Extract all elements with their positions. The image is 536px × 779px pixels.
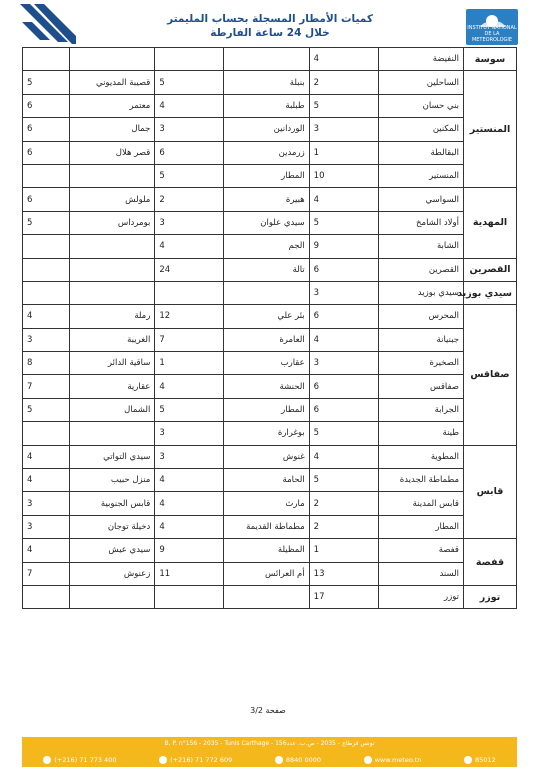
governorate-cell: قفصة <box>464 539 517 586</box>
station-name-cell <box>224 585 309 608</box>
rainfall-value-cell: 6 <box>309 305 378 328</box>
rainfall-value-cell: 5 <box>309 94 378 117</box>
station-name-cell: بوغرارة <box>224 422 309 445</box>
station-name-cell: سيدي بوزيد <box>378 281 463 304</box>
rainfall-value-cell: 7 <box>23 562 70 585</box>
rainfall-value-cell <box>23 258 70 281</box>
station-name-cell: أم العرائس <box>224 562 309 585</box>
station-name-cell: السواسي <box>378 188 463 211</box>
station-name-cell: سيدي التواتي <box>70 445 155 468</box>
station-name-cell: الساحلين <box>378 71 463 94</box>
rainfall-value-cell: 3 <box>309 118 378 141</box>
station-name-cell: قصيبة المديوني <box>70 71 155 94</box>
rainfall-value-cell: 4 <box>155 469 224 492</box>
station-name-cell: الوردانين <box>224 118 309 141</box>
station-name-cell: الجرابة <box>378 398 463 421</box>
table-row <box>23 188 517 211</box>
station-name-cell: مطماطة الجديدة <box>378 469 463 492</box>
rainfall-value-cell: 3 <box>23 328 70 351</box>
table-row <box>23 422 517 445</box>
rainfall-value-cell: 6 <box>23 141 70 164</box>
table-row <box>23 94 517 117</box>
footer-contact-website[interactable] <box>364 756 422 764</box>
station-name-cell: زعنوش <box>70 562 155 585</box>
rainfall-value-cell: 1 <box>155 352 224 375</box>
station-name-cell: ساقية الدائر <box>70 352 155 375</box>
rainfall-value-cell: 4 <box>309 445 378 468</box>
table-row <box>23 141 517 164</box>
website-text[interactable]: www.meteo.tn <box>374 756 422 764</box>
station-name-cell <box>224 281 309 304</box>
rainfall-value-cell: 1 <box>309 141 378 164</box>
table-row <box>23 211 517 234</box>
station-name-cell <box>70 164 155 187</box>
phone1-text: (+216) 71 773 400 <box>54 756 117 764</box>
rainfall-value-cell: 7 <box>155 328 224 351</box>
rainfall-value-cell: 4 <box>155 492 224 515</box>
station-name-cell: بومرداس <box>70 211 155 234</box>
station-name-cell: المطار <box>224 164 309 187</box>
rainfall-value-cell: 4 <box>309 328 378 351</box>
rainfall-value-cell: 1 <box>309 539 378 562</box>
logo-caption: INSTITUT NATIONAL DE LA METEOROLOGIE <box>467 25 517 43</box>
station-name-cell: العامرة <box>224 328 309 351</box>
station-name-cell: مطماطة القديمة <box>224 515 309 538</box>
table-row <box>23 445 517 468</box>
station-name-cell <box>70 422 155 445</box>
rainfall-value-cell <box>23 48 70 71</box>
rainfall-value-cell: 2 <box>309 71 378 94</box>
rainfall-value-cell <box>23 422 70 445</box>
rainfall-value-cell: 2 <box>309 492 378 515</box>
footer-contact-phone1 <box>43 756 116 764</box>
station-name-cell: بنبلة <box>224 71 309 94</box>
table-row <box>23 585 517 608</box>
rainfall-value-cell <box>23 235 70 258</box>
governorate-cell: قابس <box>464 445 517 539</box>
station-name-cell: الحامة <box>224 469 309 492</box>
governorate-cell: سيدي بوزيد <box>464 281 517 304</box>
table-row <box>23 71 517 94</box>
page-header <box>0 0 536 48</box>
footer-contact-code <box>464 756 496 764</box>
rainfall-value-cell: 3 <box>155 118 224 141</box>
station-name-cell <box>224 48 309 71</box>
station-name-cell: منزل حبيب <box>70 469 155 492</box>
station-name-cell: المحرس <box>378 305 463 328</box>
rainfall-value-cell <box>155 48 224 71</box>
station-name-cell <box>70 48 155 71</box>
page-title <box>150 12 390 40</box>
station-name-cell: الصخيرة <box>378 352 463 375</box>
footer-contacts <box>22 756 517 764</box>
station-name-cell: عقارب <box>224 352 309 375</box>
rainfall-value-cell: 4 <box>309 48 378 71</box>
footer-contact-phone2 <box>159 756 232 764</box>
station-name-cell: غنوش <box>224 445 309 468</box>
rainfall-value-cell: 5 <box>23 398 70 421</box>
station-name-cell: دخيلة توجان <box>70 515 155 538</box>
governorate-cell: المنستير <box>464 71 517 188</box>
station-name-cell: جمال <box>70 118 155 141</box>
station-name-cell: ملولش <box>70 188 155 211</box>
table-row <box>23 281 517 304</box>
station-name-cell: القصرين <box>378 258 463 281</box>
station-name-cell: الشابة <box>378 235 463 258</box>
governorate-cell: القصرين <box>464 258 517 281</box>
rainfall-value-cell: 6 <box>309 398 378 421</box>
station-name-cell: الشمال <box>70 398 155 421</box>
footer-bar <box>22 737 517 767</box>
rainfall-value-cell: 3 <box>23 492 70 515</box>
rainfall-value-cell: 9 <box>309 235 378 258</box>
station-name-cell: بئر علي <box>224 305 309 328</box>
table-row <box>23 398 517 421</box>
station-name-cell: طبلبة <box>224 94 309 117</box>
rainfall-value-cell: 4 <box>155 515 224 538</box>
rainfall-value-cell: 6 <box>23 94 70 117</box>
station-name-cell: قابس الجنوبية <box>70 492 155 515</box>
fax-icon <box>159 756 167 764</box>
rainfall-value-cell: 4 <box>23 445 70 468</box>
rainfall-table-body <box>23 48 517 609</box>
rainfall-value-cell: 5 <box>155 71 224 94</box>
rainfall-value-cell: 10 <box>309 164 378 187</box>
rainfall-value-cell: 7 <box>23 375 70 398</box>
station-name-cell: سيدي عيش <box>70 539 155 562</box>
rainfall-value-cell: 8 <box>23 352 70 375</box>
rainfall-value-cell: 12 <box>155 305 224 328</box>
phone2-text: (+216) 71 772 609 <box>170 756 233 764</box>
table-row <box>23 562 517 585</box>
station-name-cell: الغريبة <box>70 328 155 351</box>
table-row <box>23 352 517 375</box>
governorate-cell: المهدية <box>464 188 517 258</box>
station-name-cell <box>70 281 155 304</box>
brand-stripes-logo <box>20 4 76 44</box>
web-icon <box>364 756 372 764</box>
rainfall-value-cell: 3 <box>155 211 224 234</box>
station-name-cell: معتمر <box>70 94 155 117</box>
rainfall-value-cell <box>23 585 70 608</box>
rainfall-value-cell: 5 <box>23 71 70 94</box>
station-name-cell: عقارية <box>70 375 155 398</box>
mail-icon <box>464 756 472 764</box>
rainfall-value-cell: 5 <box>155 164 224 187</box>
rainfall-value-cell: 4 <box>23 539 70 562</box>
rainfall-value-cell: 6 <box>23 118 70 141</box>
rainfall-value-cell: 6 <box>155 141 224 164</box>
table-row <box>23 469 517 492</box>
table-row <box>23 375 517 398</box>
station-name-cell <box>70 235 155 258</box>
page-number: صفحة 3/2 <box>250 706 286 715</box>
table-row <box>23 118 517 141</box>
station-name-cell: هبيرة <box>224 188 309 211</box>
governorate-cell: سوسة <box>464 48 517 71</box>
station-name-cell: توزر <box>378 585 463 608</box>
table-row <box>23 258 517 281</box>
table-row <box>23 305 517 328</box>
station-name-cell: المظيلة <box>224 539 309 562</box>
rainfall-value-cell: 6 <box>309 258 378 281</box>
station-name-cell: البقالطة <box>378 141 463 164</box>
station-name-cell: بني حسان <box>378 94 463 117</box>
table-row <box>23 235 517 258</box>
station-name-cell: طينة <box>378 422 463 445</box>
rainfall-value-cell: 4 <box>155 94 224 117</box>
station-name-cell: النفيضة <box>378 48 463 71</box>
station-name-cell: السند <box>378 562 463 585</box>
station-name-cell <box>70 258 155 281</box>
station-name-cell: الحنشة <box>224 375 309 398</box>
rainfall-value-cell: 17 <box>309 585 378 608</box>
rainfall-value-cell: 4 <box>155 235 224 258</box>
rainfall-value-cell: 4 <box>23 469 70 492</box>
title-line-1: كميات الأمطار المسجلة بحساب المليمتر <box>167 13 373 25</box>
station-name-cell: جبنيانة <box>378 328 463 351</box>
rainfall-value-cell <box>155 585 224 608</box>
rainfall-value-cell: 3 <box>309 352 378 375</box>
table-row <box>23 492 517 515</box>
station-name-cell: صفاقس <box>378 375 463 398</box>
rainfall-value-cell: 6 <box>23 188 70 211</box>
station-name-cell: قفصة <box>378 539 463 562</box>
rainfall-value-cell: 5 <box>309 211 378 234</box>
station-name-cell: قصر هلال <box>70 141 155 164</box>
rainfall-value-cell: 5 <box>23 211 70 234</box>
station-name-cell: رملة <box>70 305 155 328</box>
station-name-cell: زرمدين <box>224 141 309 164</box>
title-line-2: خلال 24 ساعة الفارطة <box>210 27 330 39</box>
station-name-cell: قابس المدينة <box>378 492 463 515</box>
rainfall-value-cell: 3 <box>23 515 70 538</box>
rainfall-value-cell: 2 <box>309 515 378 538</box>
footer-address: B. P. n°156 - 2035 - Tunis Carthage - تونس قرطاج - 2035 - ص.ب. عدد156 <box>164 740 375 747</box>
rainfall-value-cell <box>23 281 70 304</box>
phone-icon <box>275 756 283 764</box>
rainfall-value-cell: 3 <box>309 281 378 304</box>
footer-contact-phone3 <box>275 756 321 764</box>
rainfall-value-cell: 24 <box>155 258 224 281</box>
rainfall-value-cell: 13 <box>309 562 378 585</box>
rainfall-value-cell: 4 <box>23 305 70 328</box>
station-name-cell: المكنين <box>378 118 463 141</box>
table-row <box>23 515 517 538</box>
code-text: 85012 <box>475 756 496 764</box>
rainfall-value-cell: 9 <box>155 539 224 562</box>
station-name-cell: تالة <box>224 258 309 281</box>
station-name-cell: المطار <box>378 515 463 538</box>
rainfall-value-cell: 4 <box>309 188 378 211</box>
station-name-cell: المطار <box>224 398 309 421</box>
table-row <box>23 48 517 71</box>
table-row <box>23 164 517 187</box>
rainfall-value-cell <box>23 164 70 187</box>
rainfall-value-cell: 5 <box>309 469 378 492</box>
rainfall-value-cell: 6 <box>309 375 378 398</box>
governorate-cell: صفاقس <box>464 305 517 445</box>
station-name-cell: المطوية <box>378 445 463 468</box>
phone3-text: 8840 0000 <box>285 756 321 764</box>
inm-logo <box>466 9 518 45</box>
rainfall-value-cell: 3 <box>155 422 224 445</box>
station-name-cell <box>70 585 155 608</box>
phone-icon <box>43 756 51 764</box>
rainfall-table <box>22 47 517 609</box>
rainfall-value-cell: 4 <box>155 375 224 398</box>
station-name-cell: أولاد الشامخ <box>378 211 463 234</box>
station-name-cell: الجم <box>224 235 309 258</box>
rainfall-value-cell: 3 <box>155 445 224 468</box>
station-name-cell: سيدي علوان <box>224 211 309 234</box>
rainfall-value-cell: 11 <box>155 562 224 585</box>
station-name-cell: مارث <box>224 492 309 515</box>
table-row <box>23 328 517 351</box>
rainfall-value-cell: 5 <box>309 422 378 445</box>
table-row <box>23 539 517 562</box>
rainfall-value-cell <box>155 281 224 304</box>
rainfall-value-cell: 5 <box>155 398 224 421</box>
governorate-cell: توزر <box>464 585 517 608</box>
rainfall-value-cell: 2 <box>155 188 224 211</box>
station-name-cell: المنستير <box>378 164 463 187</box>
